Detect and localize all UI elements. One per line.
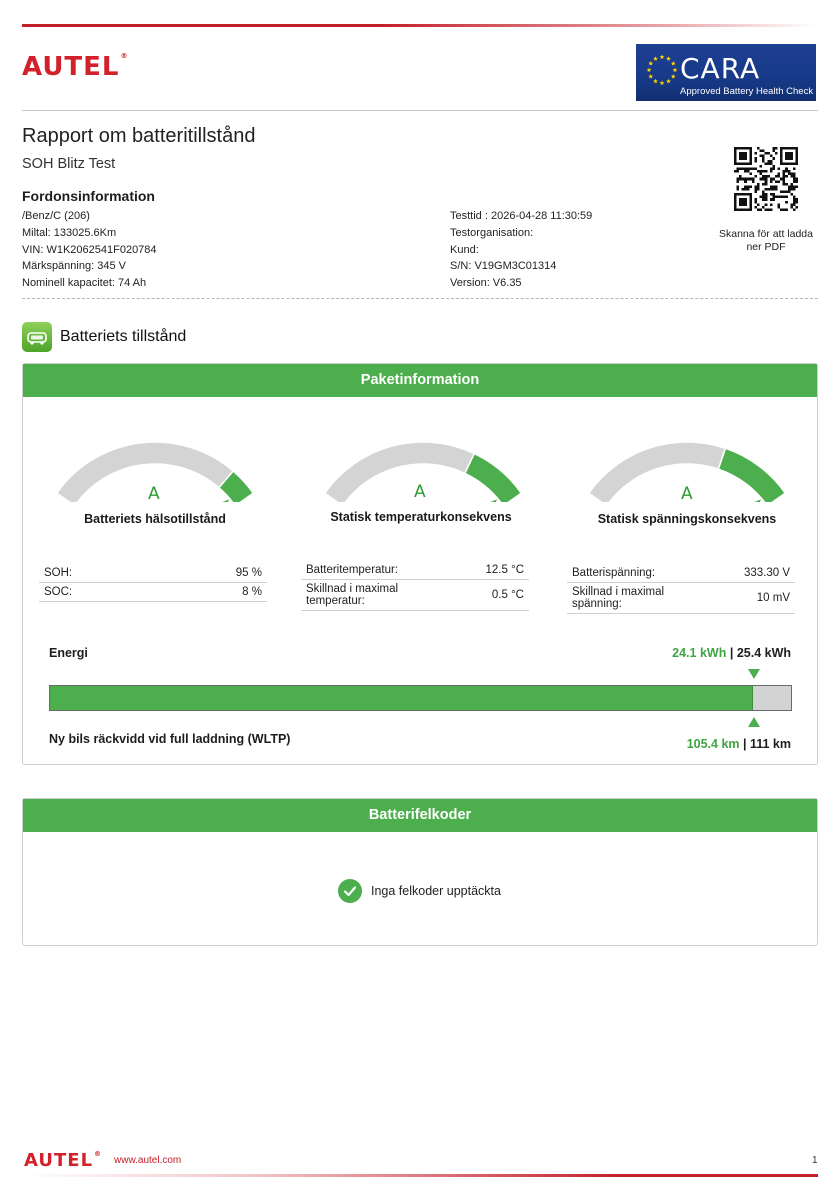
cara-tagline: Approved Battery Health Check <box>680 86 814 97</box>
gauge-pointer-icon <box>219 499 229 502</box>
vehicle-rated-voltage: Märkspänning: 345 V <box>22 260 126 273</box>
energy-marker-icon <box>748 669 760 679</box>
gauge-fill <box>465 454 521 502</box>
autel-footer-logo: AUTEL® <box>24 1150 103 1171</box>
energy-separator: | <box>729 646 734 660</box>
battery-status-title: Batteriets tillstånd <box>60 328 187 345</box>
qr-code-icon[interactable] <box>734 147 798 211</box>
serial-number: S/N: V19GM3C01314 <box>450 260 557 273</box>
table-row: Skillnad i maximal spänning: 10 mV <box>567 583 795 614</box>
vehicle-info-heading: Fordonsinformation <box>22 188 155 204</box>
table-row: SOH: 95 % <box>39 564 267 583</box>
pack-info-panel <box>22 363 818 765</box>
temperature-gauge-label: Statisk temperaturkonsekvens <box>330 510 512 524</box>
energy-value <box>672 646 791 660</box>
energy-nominal: 25.4 kWh <box>736 646 791 660</box>
table-row: Batterispänning: 333.30 V <box>567 564 795 583</box>
soh-table <box>39 564 267 602</box>
gauge-track <box>325 442 475 502</box>
soh-gauge-label: Batteriets hälsotillstånd <box>84 512 226 526</box>
soh-grade: A <box>148 484 160 504</box>
fault-codes-panel <box>22 798 818 946</box>
range-nominal: 111 km <box>749 737 791 751</box>
range-separator: | <box>743 737 747 751</box>
autel-logo: AUTEL® <box>22 52 129 82</box>
energy-label: Energi <box>49 646 88 660</box>
voltage-gauge-label: Statisk spänningskonsekvens <box>597 512 777 526</box>
header-divider <box>22 110 818 111</box>
battery-status-icon <box>22 322 52 352</box>
pack-info-heading: Paketinformation <box>23 364 817 397</box>
eu-stars-icon <box>644 52 680 88</box>
vehicle-vin: VIN: W1K2062541F020784 <box>22 243 157 256</box>
gauge-track <box>57 442 234 502</box>
cara-badge <box>636 44 816 101</box>
vehicle-model: /Benz/C (206) <box>22 210 90 222</box>
no-codes-status <box>338 879 501 903</box>
footer-url[interactable]: www.autel.com <box>114 1155 182 1166</box>
voltage-grade: A <box>681 484 693 504</box>
gauge-pointer-icon <box>751 499 761 502</box>
range-current: 105.4 km <box>686 737 740 751</box>
qr-caption: Skanna för att ladda ner PDF <box>719 228 813 253</box>
report-subtitle: SOH Blitz Test <box>22 156 116 172</box>
table-row: Skillnad i maximal temperatur: 0.5 °C <box>301 580 529 611</box>
range-value <box>687 737 791 751</box>
vehicle-nominal-capacity: Nominell kapacitet: 74 Ah <box>22 277 147 290</box>
energy-bar-fill <box>50 686 753 710</box>
gauge-track <box>589 442 726 502</box>
cara-wordmark: CARA <box>680 52 761 85</box>
table-row: SOC: 8 % <box>39 583 267 602</box>
top-accent-rule <box>22 24 818 27</box>
energy-current: 24.1 kWh <box>672 646 727 660</box>
range-label: Ny bils räckvidd vid full laddning (WLTP) <box>49 732 291 746</box>
vehicle-mileage: Miltal: 133025.6Km <box>22 226 117 239</box>
voltage-table <box>567 564 795 614</box>
table-row: Batteritemperatur: 12.5 °C <box>301 561 529 580</box>
temperature-table <box>301 561 529 611</box>
range-marker-icon <box>748 717 760 727</box>
customer: Kund: <box>450 243 479 256</box>
test-time: Testtid : 2026-04-28 11:30:59 <box>450 210 593 222</box>
energy-bar <box>49 685 792 711</box>
test-info <box>450 208 592 292</box>
check-circle-icon <box>338 879 362 903</box>
section-divider <box>22 298 818 299</box>
gauge-fill <box>718 448 785 502</box>
temperature-grade: A <box>414 482 426 502</box>
bottom-accent-rule <box>22 1174 818 1177</box>
software-version: Version: V6.35 <box>450 277 522 290</box>
report-title: Rapport om batteritillstånd <box>22 125 256 147</box>
page-number: 1 <box>812 1155 818 1166</box>
no-codes-message: Inga felkoder upptäckta <box>371 884 501 898</box>
gauge-pointer-icon <box>487 499 497 502</box>
fault-codes-heading: Batterifelkoder <box>23 799 817 832</box>
test-organisation: Testorganisation: <box>450 226 534 239</box>
vehicle-info-left <box>22 208 157 292</box>
